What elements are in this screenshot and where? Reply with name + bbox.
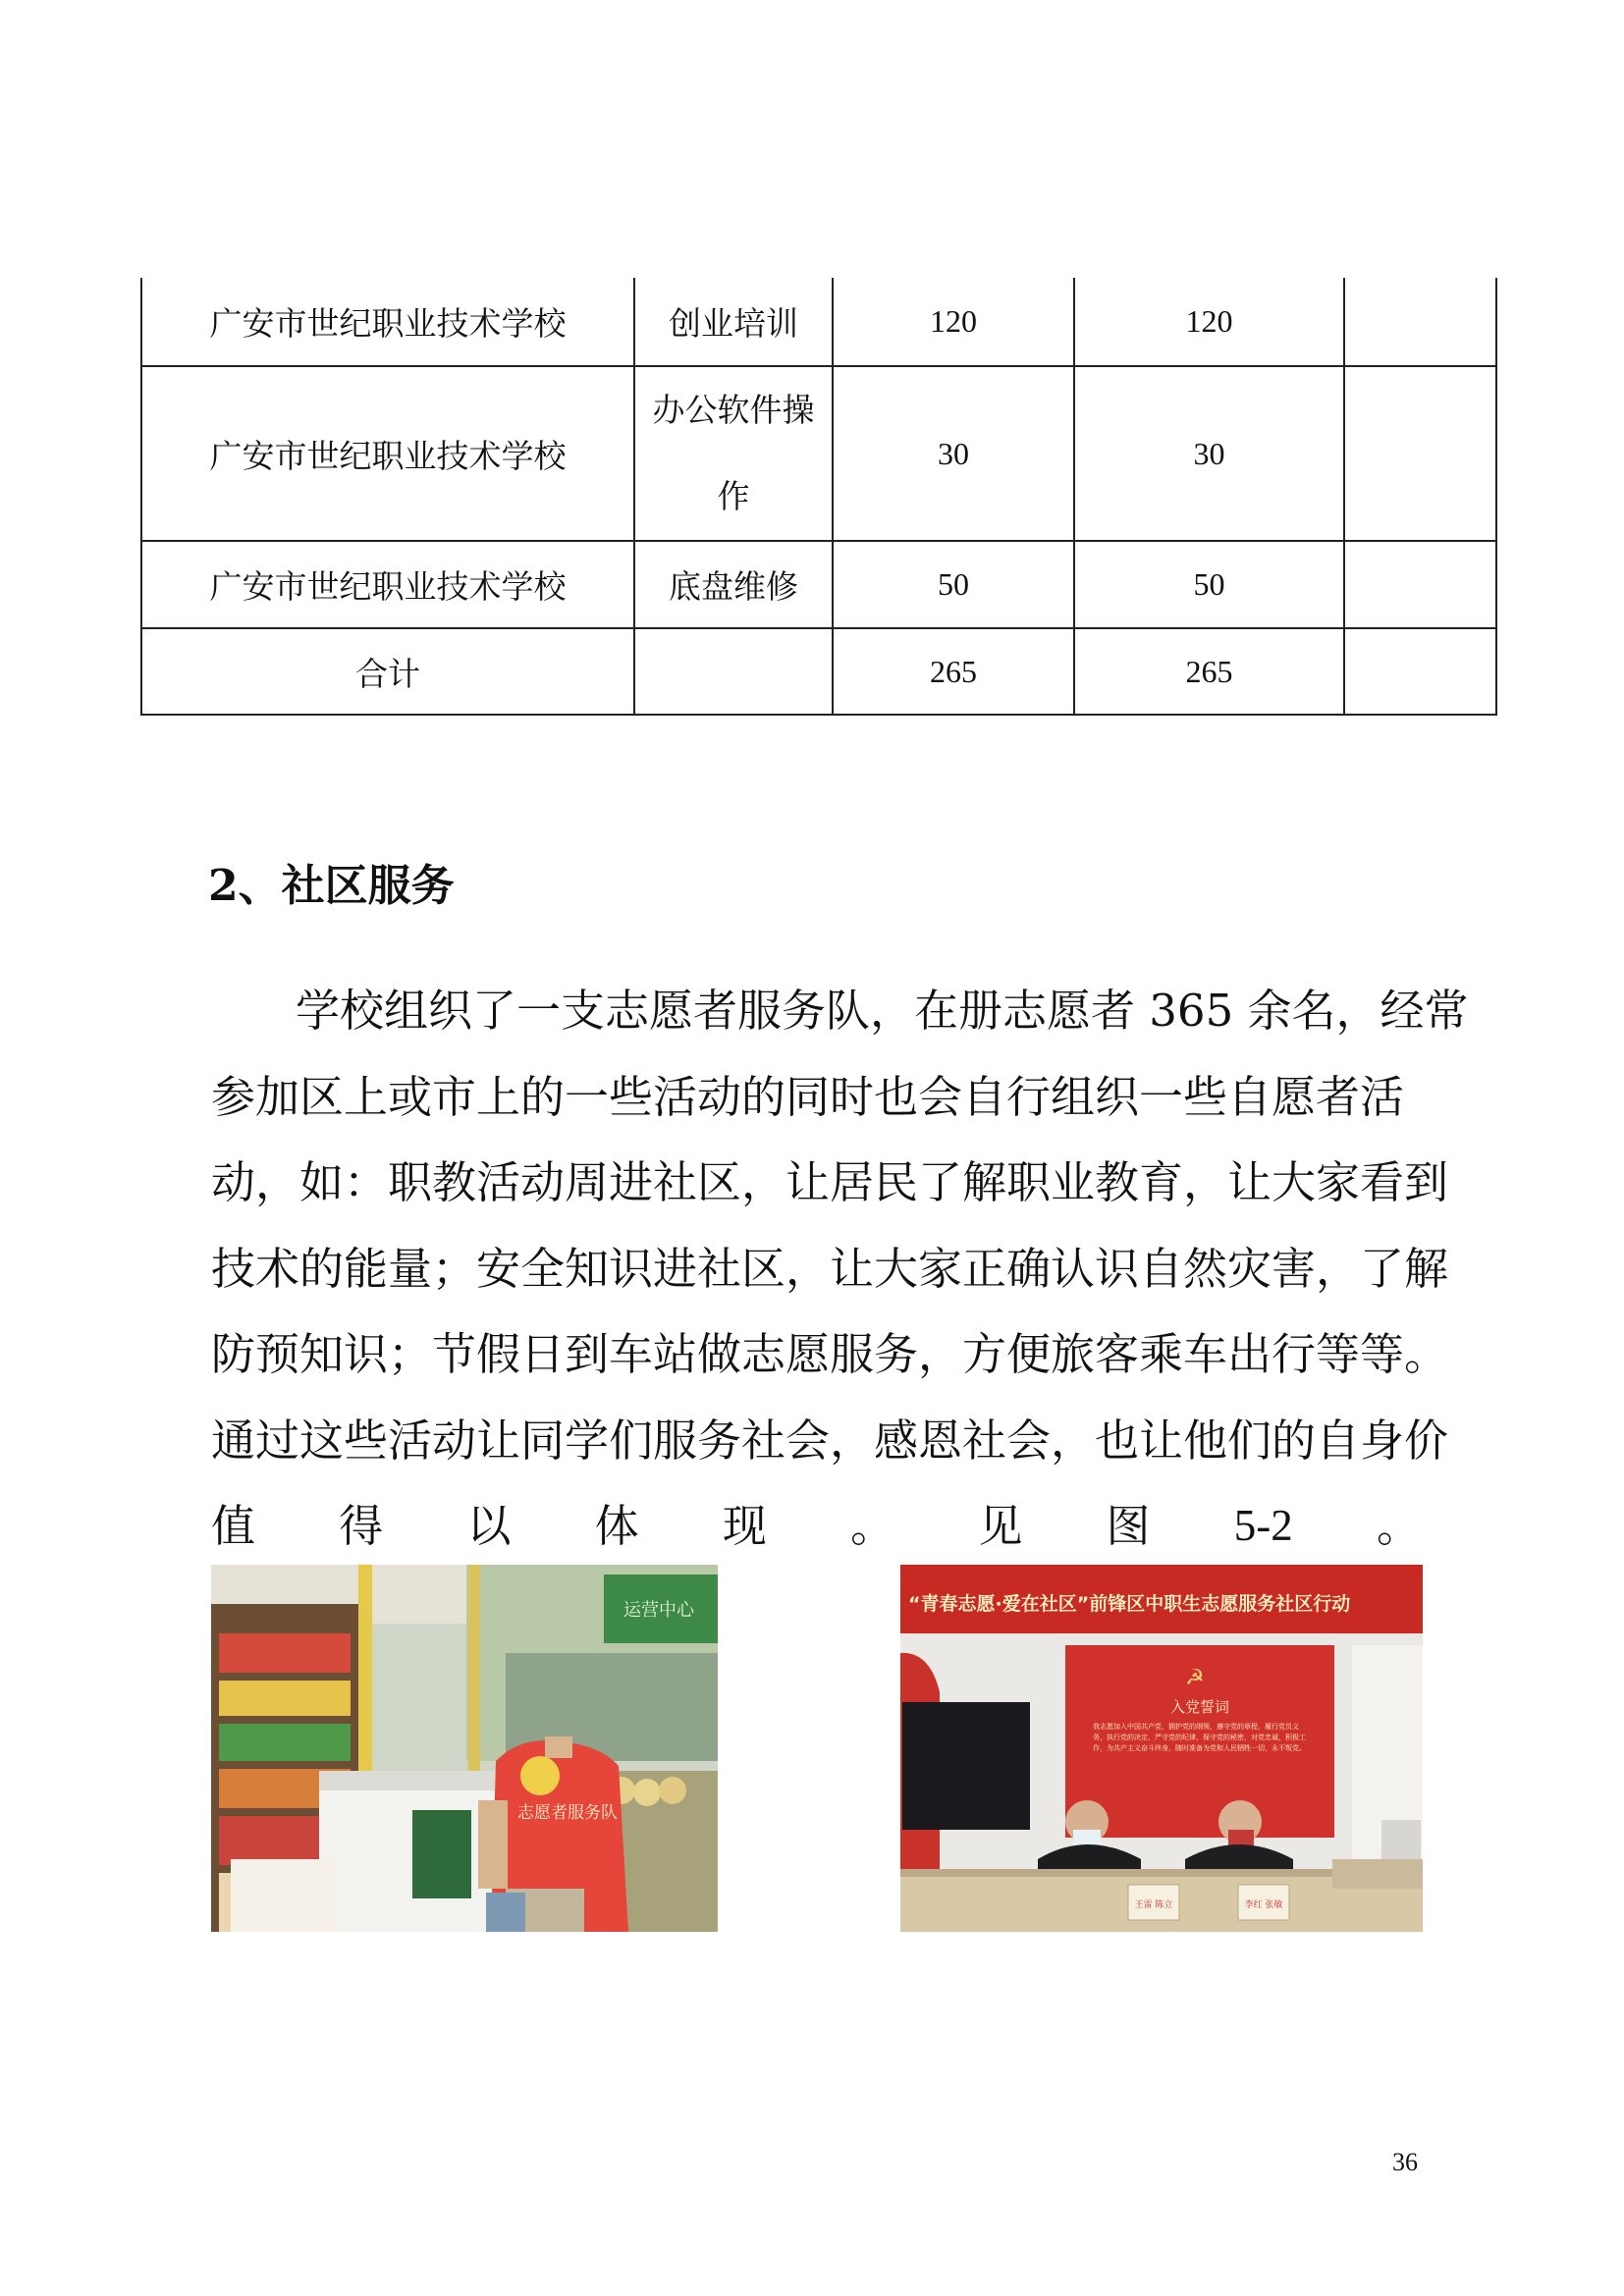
page-number: 36 — [1392, 2148, 1418, 2176]
trained-cell: 30 — [1074, 366, 1344, 541]
paragraph-last-line — [211, 1483, 1421, 1570]
total-planned-cell: 265 — [833, 628, 1074, 715]
event-banner-text: “青春志愿·爱在社区”前锋区中职生志愿服务社区行动 — [908, 1593, 1351, 1615]
volunteer-shop-photo — [211, 1565, 718, 1932]
paragraph-line: 参加区上或市上的一些活动的同时也会自行组织一些自愿者活 — [211, 1070, 1405, 1123]
oath-board-title: 入党誓词 — [1169, 1698, 1230, 1716]
nameplate-1: 王雷 陈立 — [1134, 1900, 1173, 1910]
planned-cell: 50 — [833, 541, 1074, 628]
justified-token: 。 — [850, 1500, 895, 1552]
party-oath-photo — [900, 1565, 1423, 1932]
table-row — [141, 278, 1496, 366]
vest-text: 志愿者服务队 — [517, 1803, 618, 1823]
justified-token: 现 — [722, 1500, 767, 1552]
hammer-sickle-icon: ☭ — [1185, 1666, 1205, 1690]
justified-token: 5-2 — [1233, 1501, 1293, 1550]
paragraph-line: 学校组织了一支志愿者服务队，在册志愿者 365 余名，经常 — [296, 985, 1469, 1037]
section-paragraph — [211, 968, 1469, 1570]
oath-board-text: 我志愿加入中国共产党，拥护党的纲领，遵守党的章程，履行党员义务，执行党的决定，严守党的纪律，保守党的秘密，对党忠诚，积极工作，为共产主义奋斗终身，随时准备为党和人民牺牲一切，永不叛党。 — [1093, 1723, 1306, 1752]
volunteer-training-table — [140, 278, 1497, 716]
program-cell: 创业培训 — [634, 278, 833, 366]
program-cell — [634, 628, 833, 715]
section-heading: 2、社区服务 — [208, 861, 455, 911]
paragraph-line: 动，如：职教活动周进社区，让居民了解职业教育，让大家看到 — [211, 1156, 1449, 1208]
total-trained-cell: 265 — [1074, 628, 1344, 715]
paragraph-line: 技术的能量；安全知识进社区，让大家正确认识自然灾害，了解 — [211, 1242, 1449, 1295]
note-cell — [1344, 541, 1496, 628]
school-cell: 广安市世纪职业技术学校 — [141, 366, 634, 541]
justified-token: 体 — [594, 1500, 639, 1552]
table-row — [141, 541, 1496, 628]
paragraph-line: 防预知识；节假日到车站做志愿服务，方便旅客乘车出行等等。 — [211, 1328, 1449, 1380]
justified-token: 值 — [211, 1500, 256, 1552]
planned-cell: 120 — [833, 278, 1074, 366]
table-row — [141, 366, 1496, 541]
note-cell — [1344, 366, 1496, 541]
note-cell — [1344, 628, 1496, 715]
program-cell: 办公软件操作 — [634, 366, 833, 541]
total-label-cell: 合计 — [141, 628, 634, 715]
shop-sign-text: 运营中心 — [623, 1600, 694, 1621]
justified-token: 得 — [339, 1500, 384, 1552]
table-total-row — [141, 628, 1496, 715]
note-cell — [1344, 278, 1496, 366]
trained-cell: 120 — [1074, 278, 1344, 366]
justified-token: 以 — [466, 1500, 512, 1552]
planned-cell: 30 — [833, 366, 1074, 541]
school-cell: 广安市世纪职业技术学校 — [141, 278, 634, 366]
justified-token: 图 — [1106, 1500, 1151, 1552]
school-cell: 广安市世纪职业技术学校 — [141, 541, 634, 628]
justified-token: 见 — [978, 1500, 1023, 1552]
program-cell: 底盘维修 — [634, 541, 833, 628]
paragraph-line: 通过这些活动让同学们服务社会，感恩社会，也让他们的自身价 — [211, 1414, 1449, 1467]
justified-token: 。 — [1376, 1500, 1421, 1552]
trained-cell: 50 — [1074, 541, 1344, 628]
nameplate-2: 李红 张敏 — [1244, 1900, 1283, 1910]
